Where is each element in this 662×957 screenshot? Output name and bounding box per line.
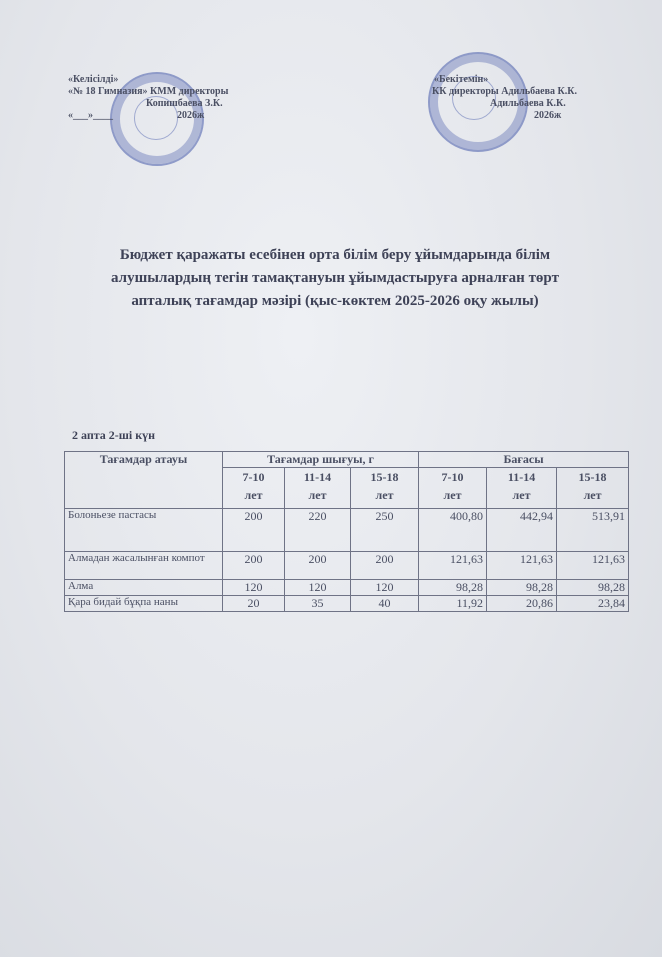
menu-table bbox=[64, 451, 629, 612]
cost-7-10: 11,92 bbox=[419, 596, 487, 612]
approval-left-date-blank: «___»____ bbox=[68, 110, 113, 121]
yield-15-18: 250 bbox=[351, 509, 419, 552]
approval-left-heading: «Келісілді» bbox=[68, 74, 119, 85]
dish-name: Алмадан жасалынған компот bbox=[65, 552, 223, 580]
dish-name: Қара бидай бұқпа наны bbox=[65, 596, 223, 612]
yield-7-10: 20 bbox=[223, 596, 285, 612]
cost-15-18: 121,63 bbox=[557, 552, 629, 580]
yield-15-18: 40 bbox=[351, 596, 419, 612]
header-age-yield-7-10: 7-10 лет bbox=[223, 468, 285, 509]
table-row bbox=[65, 580, 629, 596]
cost-7-10: 400,80 bbox=[419, 509, 487, 552]
yield-15-18: 120 bbox=[351, 580, 419, 596]
yield-7-10: 120 bbox=[223, 580, 285, 596]
approval-right-person: Адильбаева К.К. bbox=[490, 98, 566, 109]
approval-block-right bbox=[432, 74, 577, 122]
header-yield: Тағамдар шығуы, г bbox=[223, 452, 419, 468]
approval-right-date: 2026ж bbox=[534, 110, 562, 121]
cost-15-18: 513,91 bbox=[557, 509, 629, 552]
dish-name: Болоньезе пастасы bbox=[65, 509, 223, 552]
approval-block-left bbox=[68, 74, 228, 122]
cost-11-14: 121,63 bbox=[487, 552, 557, 580]
approval-right-position: КК директоры Адильбаева К.К. bbox=[432, 86, 578, 97]
header-age-cost-7-10: 7-10 лет bbox=[419, 468, 487, 509]
table-row bbox=[65, 552, 629, 580]
yield-11-14: 120 bbox=[285, 580, 351, 596]
header-age-yield-11-14: 11-14 лет bbox=[285, 468, 351, 509]
yield-11-14: 200 bbox=[285, 552, 351, 580]
cost-15-18: 23,84 bbox=[557, 596, 629, 612]
header-age-cost-11-14: 11-14 лет bbox=[487, 468, 557, 509]
table-row bbox=[65, 509, 629, 552]
approval-left-date-line bbox=[68, 110, 228, 122]
cost-11-14: 20,86 bbox=[487, 596, 557, 612]
cost-11-14: 98,28 bbox=[487, 580, 557, 596]
header-dish-name: Тағамдар атауы bbox=[65, 452, 223, 509]
cost-11-14: 442,94 bbox=[487, 509, 557, 552]
cost-7-10: 98,28 bbox=[419, 580, 487, 596]
dish-name: Алма bbox=[65, 580, 223, 596]
cost-7-10: 121,63 bbox=[419, 552, 487, 580]
yield-11-14: 220 bbox=[285, 509, 351, 552]
approval-left-date: 2026ж bbox=[177, 110, 205, 121]
yield-15-18: 200 bbox=[351, 552, 419, 580]
approval-left-person: Копишбаева З.К. bbox=[146, 98, 223, 109]
yield-11-14: 35 bbox=[285, 596, 351, 612]
yield-7-10: 200 bbox=[223, 509, 285, 552]
yield-7-10: 200 bbox=[223, 552, 285, 580]
header-cost: Бағасы bbox=[419, 452, 629, 468]
header-age-yield-15-18: 15-18 лет bbox=[351, 468, 419, 509]
approval-right-heading: «Бекітемін» bbox=[434, 74, 489, 85]
table-row bbox=[65, 596, 629, 612]
cost-15-18: 98,28 bbox=[557, 580, 629, 596]
day-label: 2 апта 2-ші күн bbox=[72, 428, 156, 442]
document-title: Бюджет қаражаты есебінен орта білім беру ұйымдарында білім алушылардың тегін тамақтануын ұйымдастыруға арналған төрт апталық тағамдар мәзірі (қыс-көктем 2025-2026 оқу жылы) bbox=[111, 247, 559, 309]
header-age-cost-15-18: 15-18 лет bbox=[557, 468, 629, 509]
approval-left-position: «№ 18 Гимназия» КММ директоры bbox=[68, 86, 229, 97]
